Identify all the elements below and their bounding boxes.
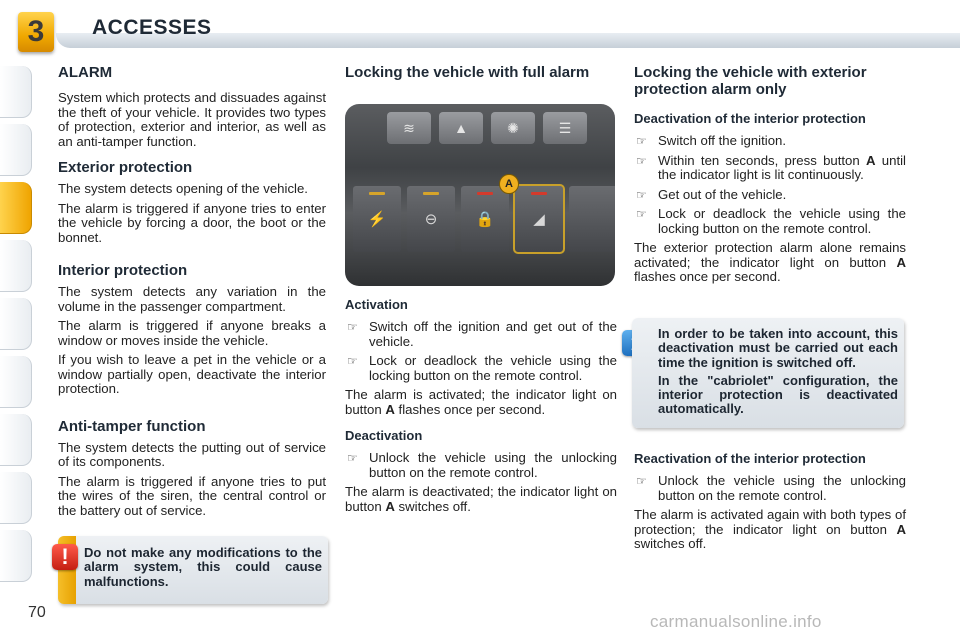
exterior-text-2: The alarm is triggered if anyone tries to enter the vehicle by forcing a door, the boot or the bonnet.	[58, 200, 326, 245]
interior-text-3: If you wish to leave a pet in the vehicle or a window partially open, deactivate the interior protection.	[58, 352, 326, 396]
deactivation-switch: ⊖	[407, 186, 455, 252]
interior-deact-step-4: ☞ Lock or deadlock the vehicle using the locking button on the remote control.	[636, 206, 906, 236]
full-alarm-heading: Locking the vehicle with full alarm	[345, 64, 590, 81]
photo-top-buttons	[387, 112, 587, 144]
bullet-hand-icon: ☞	[636, 187, 647, 202]
callout-a: A	[499, 174, 519, 194]
heated-window-icon: ☰	[543, 112, 587, 144]
bullet-hand-icon: ☞	[636, 134, 647, 148]
chapter-tab-1[interactable]	[0, 66, 32, 118]
interior-deact-step-1: ☞ Switch off the ignition.	[636, 133, 787, 148]
page-title: ACCESSES	[92, 16, 212, 39]
alarm-button-a: ◢	[515, 186, 563, 252]
alarm-text: System which protects and dissuades against the theft of your vehicle. It provides two types of protection, exterior and interior, as well as an anti-tamper function.	[58, 90, 326, 149]
chapter-tab-8[interactable]	[0, 472, 32, 524]
reactivation-step-1: ☞ Unlock the vehicle using the unlocking button on the remote control.	[636, 473, 906, 503]
warning-note	[58, 536, 328, 604]
interior-deact-step-3: ☞ Get out of the vehicle.	[636, 186, 787, 202]
warning-icon: !	[52, 544, 78, 570]
reactivation-section	[634, 452, 906, 557]
info-note-text-2: In the "cabriolet" configuration, the interior protection is deactivated automatically.	[658, 372, 898, 417]
exterior-text-1: The system detects opening of the vehicle.	[58, 181, 308, 196]
bullet-hand-icon: ☞	[636, 153, 647, 168]
parking-sensor-switch: ⚡	[353, 186, 401, 252]
page-header	[0, 0, 960, 52]
watermark: carmanualsonline.info	[650, 612, 822, 631]
column-full-alarm	[345, 64, 617, 87]
interior-heading: Interior protection	[58, 262, 188, 279]
info-note	[632, 318, 904, 428]
chapter-tab-2[interactable]	[0, 124, 32, 176]
chapter-tab-7[interactable]	[0, 414, 32, 466]
bullet-hand-icon: ☞	[636, 207, 647, 221]
activation-result: The alarm is activated; the indicator light on button A flashes once per second.	[345, 387, 617, 417]
interior-deact-result: The exterior protection alarm alone remains activated; the indicator light on button A flashes once per second.	[634, 240, 906, 284]
chapter-tab-6[interactable]	[0, 356, 32, 408]
chapter-tab-4[interactable]	[0, 240, 32, 292]
chapter-tab-9[interactable]	[0, 530, 32, 582]
exterior-alarm-heading: Locking the vehicle with exterior protection alarm only	[634, 64, 867, 98]
lock-switch: 🔒	[461, 186, 509, 252]
interior-text-1: The system detects any variation in the volume in the passenger compartment.	[58, 284, 326, 314]
bullet-hand-icon: ☞	[347, 354, 358, 368]
hazard-icon: ▲	[439, 112, 483, 144]
alarm-heading: ALARM	[58, 64, 113, 81]
bullet-hand-icon: ☞	[347, 451, 358, 465]
full-alarm-steps	[345, 298, 617, 519]
chapter-badge: 3	[18, 12, 54, 52]
blank-switch	[569, 186, 615, 252]
exterior-heading: Exterior protection	[58, 159, 193, 176]
interior-text-2: The alarm is triggered if anyone breaks a window or moves inside the vehicle.	[58, 318, 326, 348]
warning-note-text: Do not make any modifications to the alarm system, this could cause malfunctions.	[84, 545, 322, 589]
interior-deactivation-heading: Deactivation of the interior protection	[634, 111, 866, 126]
antitamper-text-1: The system detects the putting out of service of its components.	[58, 439, 326, 469]
photo-bottom-buttons	[353, 186, 615, 252]
bullet-hand-icon: ☞	[636, 474, 647, 488]
antitamper-heading: Anti-tamper function	[58, 417, 206, 435]
info-note-text-1: In order to be taken into account, this deactivation must be carried out each time the ignition is switched off.	[658, 326, 898, 370]
chapter-tab-3-active[interactable]	[0, 182, 32, 234]
column-alarm	[58, 64, 326, 523]
reactivation-heading: Reactivation of the interior protection	[634, 451, 866, 466]
deactivation-step-1: ☞ Unlock the vehicle using the unlocking button on the remote control.	[347, 450, 617, 480]
page-number: 70	[28, 604, 46, 621]
antitamper-text-2: The alarm is triggered if anyone tries to put the wires of the siren, the central control or the battery out of service.	[58, 473, 326, 518]
deactivation-heading: Deactivation	[345, 428, 423, 443]
deactivation-result: The alarm is deactivated; the indicator light on button A switches off.	[345, 484, 617, 514]
column-exterior-alarm	[634, 64, 906, 290]
activation-heading: Activation	[345, 297, 408, 312]
interior-deact-step-2: ☞ Within ten seconds, press button A until the indicator light is lit continuously.	[636, 152, 906, 182]
dashboard-photo	[345, 104, 615, 286]
ventilation-icon: ✺	[491, 112, 535, 144]
reactivation-result: The alarm is activated again with both types of protection; the indicator light on button A switches off.	[634, 507, 906, 551]
activation-step-1: ☞ Switch off the ignition and get out of the vehicle.	[347, 319, 617, 349]
activation-step-2: ☞ Lock or deadlock the vehicle using the locking button on the remote control.	[347, 353, 617, 383]
chapter-tab-5[interactable]	[0, 298, 32, 350]
rear-demist-icon: ≋	[387, 112, 431, 144]
bullet-hand-icon: ☞	[347, 320, 358, 334]
